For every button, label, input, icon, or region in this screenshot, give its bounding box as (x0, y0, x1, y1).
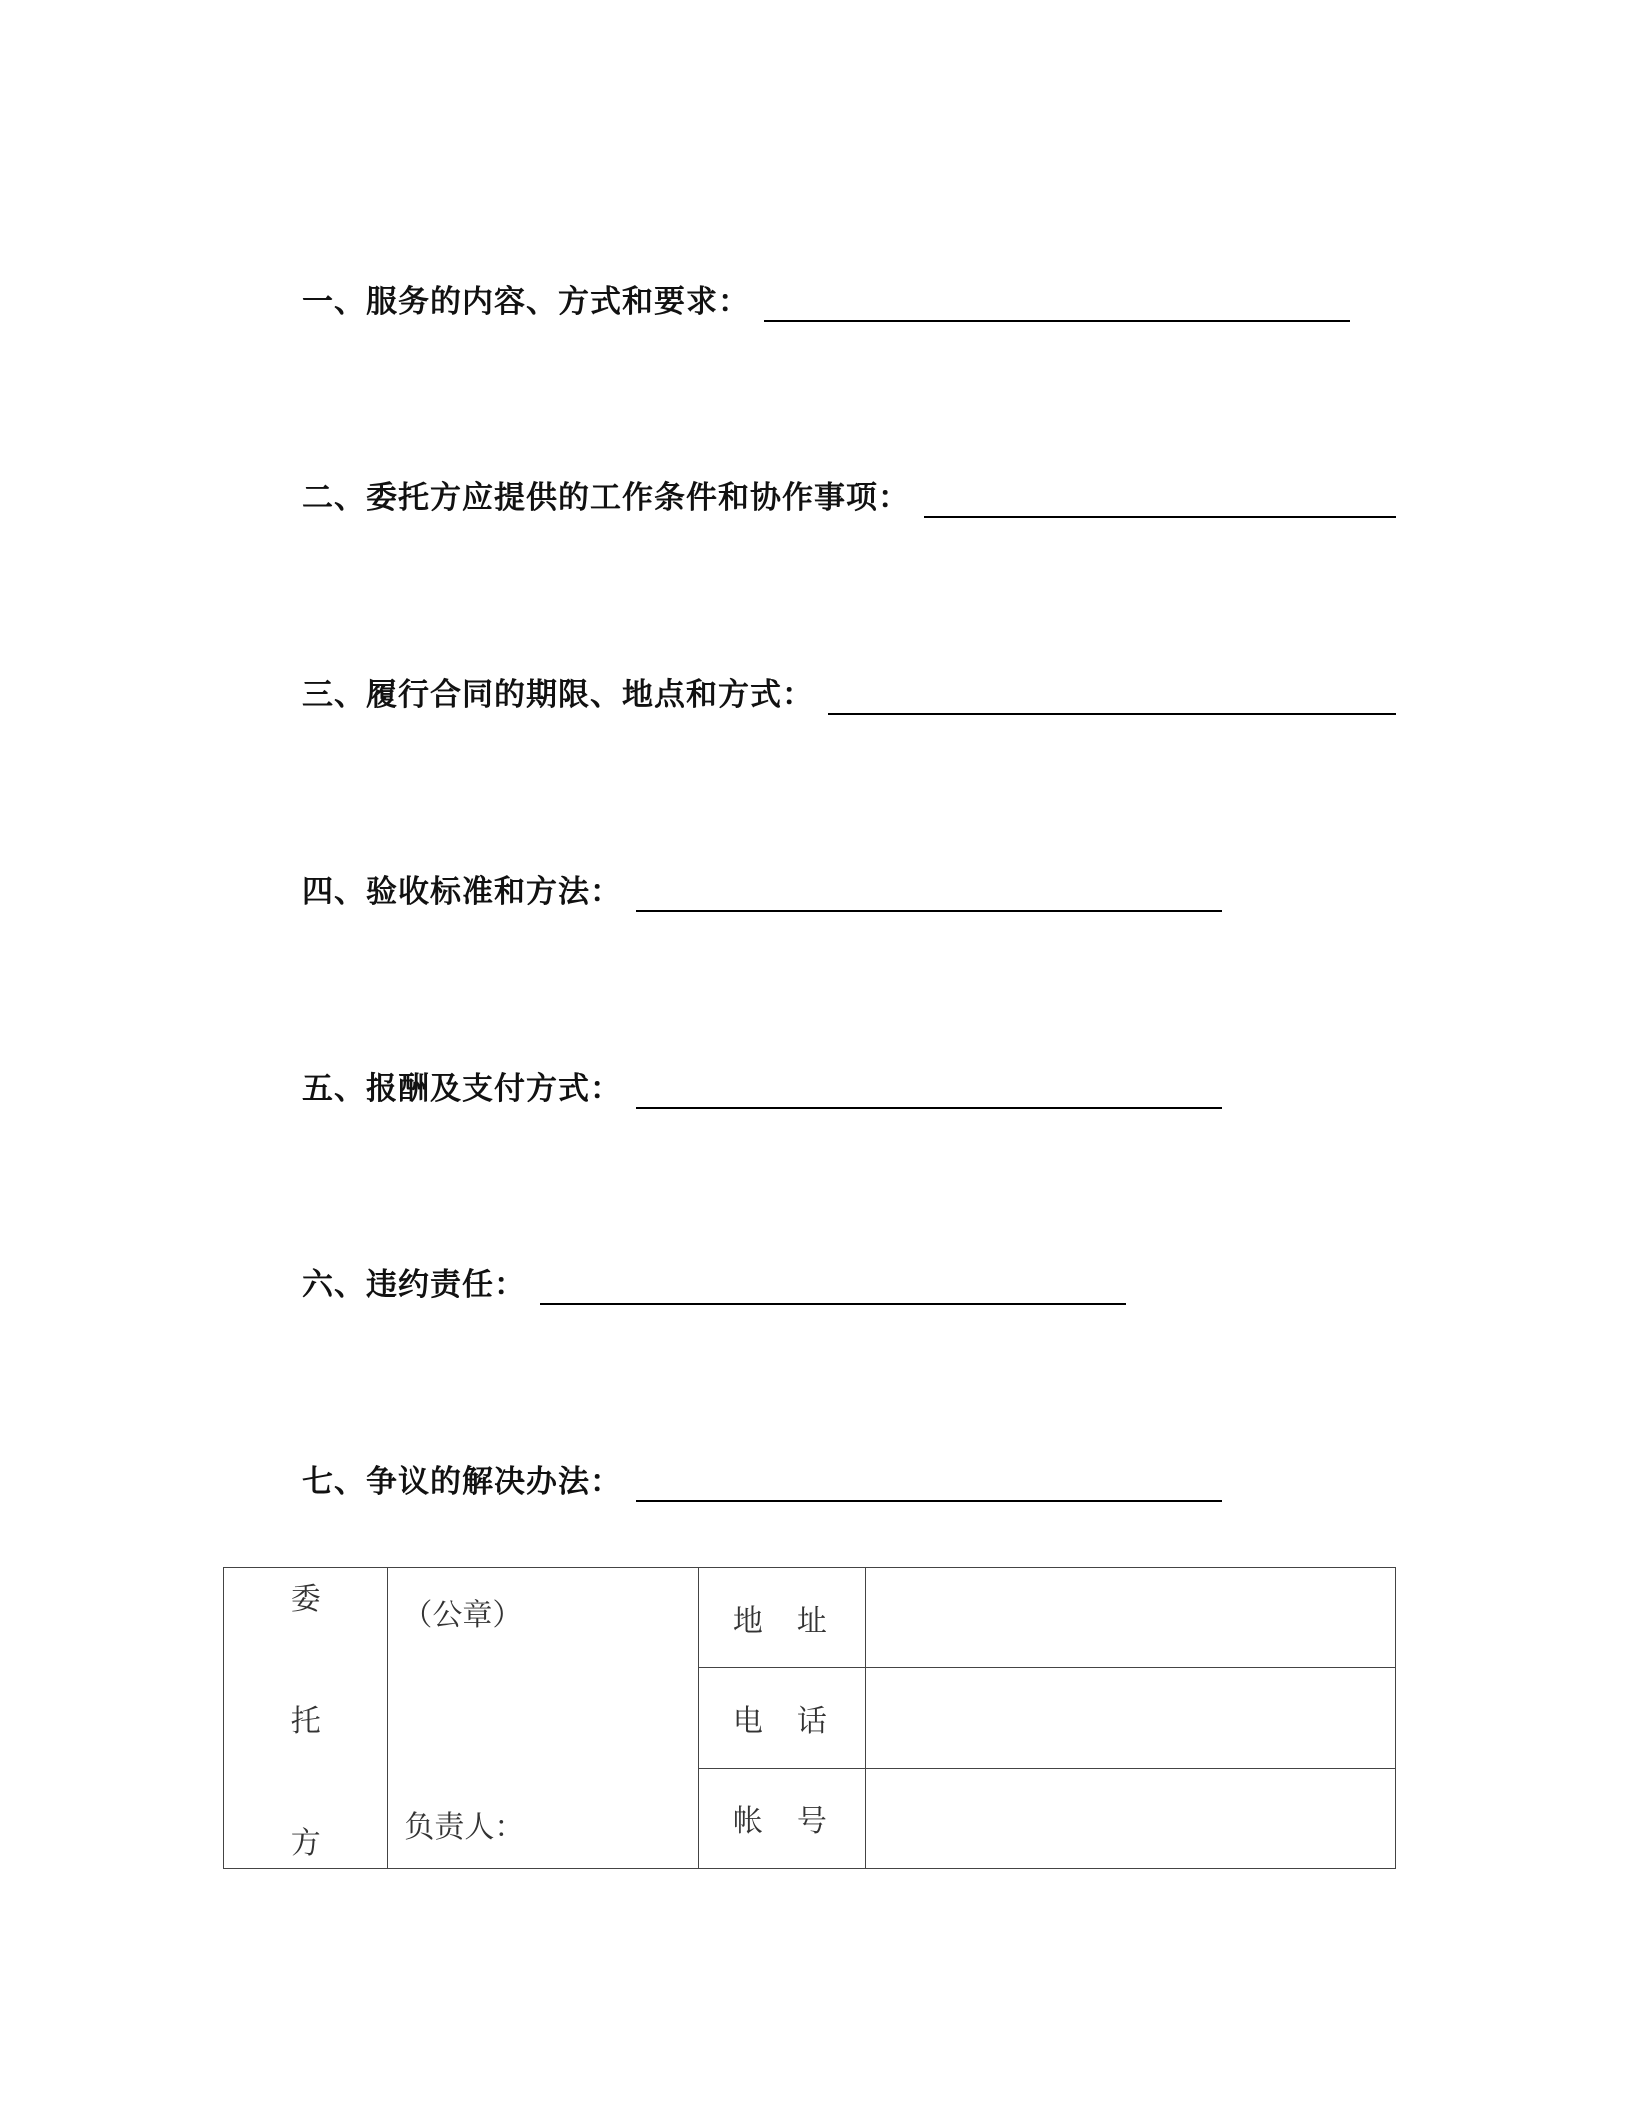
fill-in-blank[interactable] (636, 1462, 1222, 1502)
clause-dispute (302, 1442, 1222, 1502)
clause-label: 五、报酬及支付方式： (302, 1071, 622, 1107)
party-role-cell (224, 1568, 388, 1869)
party-info-table (223, 1567, 1396, 1869)
address-label: 地址 (699, 1568, 865, 1668)
phone-value[interactable] (865, 1668, 1395, 1768)
fill-in-blank[interactable] (828, 675, 1396, 715)
role-char: 委 (290, 1582, 321, 1617)
clause-payment (302, 1049, 1222, 1109)
seal-cell[interactable] (388, 1568, 699, 1869)
fill-in-blank[interactable] (636, 872, 1222, 912)
fill-in-blank[interactable] (924, 478, 1396, 518)
clause-label: 一、服务的内容、方式和要求： (302, 284, 750, 320)
clause-label: 二、委托方应提供的工作条件和协作事项： (302, 480, 910, 516)
fill-in-blank[interactable] (540, 1265, 1126, 1305)
role-char: 方 (290, 1826, 321, 1861)
role-char: 托 (290, 1704, 321, 1739)
phone-label: 电话 (699, 1668, 865, 1768)
clause-liability (302, 1245, 1126, 1305)
fill-in-blank[interactable] (636, 1069, 1222, 1109)
address-value[interactable] (865, 1568, 1395, 1668)
clause-performance-terms (302, 655, 1396, 715)
clause-work-conditions (302, 458, 1396, 518)
account-value[interactable] (865, 1768, 1395, 1868)
clause-label: 七、争议的解决办法： (302, 1464, 622, 1500)
clause-label: 六、违约责任： (302, 1267, 526, 1303)
clause-service-content (302, 262, 1350, 322)
clause-label: 四、验收标准和方法： (302, 874, 622, 910)
representative-label: 负责人： (404, 1810, 525, 1845)
fill-in-blank[interactable] (764, 282, 1350, 322)
clause-acceptance (302, 852, 1222, 912)
seal-label: （公章） (402, 1598, 523, 1633)
clause-label: 三、履行合同的期限、地点和方式： (302, 677, 814, 713)
account-label: 帐号 (699, 1768, 865, 1868)
